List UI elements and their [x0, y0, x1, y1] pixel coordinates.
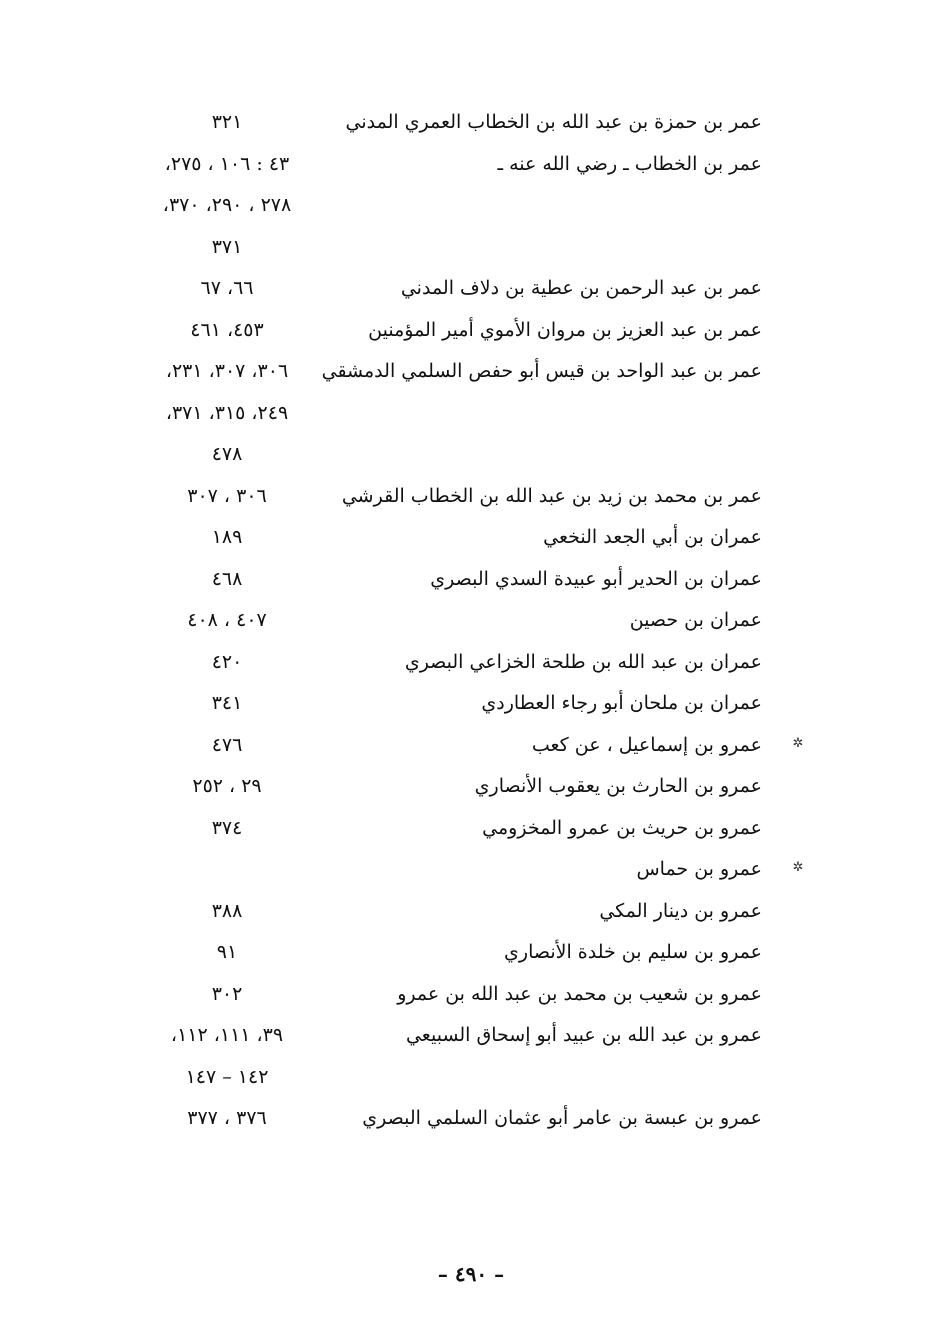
entry-name: عمرو بن عبد الله بن عبيد أبو إسحاق السبيعي: [405, 1024, 762, 1046]
entry-name: عمرو بن شعيب بن محمد بن عبد الله بن عمرو: [397, 982, 762, 1005]
entry-name: عمران بن الحدير أبو عبيدة السدي البصري: [430, 567, 762, 590]
index-entry: [0, 683, 942, 725]
entry-page-references: ٩١: [216, 941, 238, 963]
index-entry: [0, 642, 942, 684]
index-entry: [0, 932, 942, 974]
entry-page-references: ٢٤٩، ٣١٥، ٣٧١،: [165, 401, 289, 424]
entry-page-references: ٢٩ ، ٢٥٢: [192, 775, 262, 797]
entry-name: عمرو بن حماس: [636, 858, 762, 880]
entry-name: عمر بن عبد الواحد بن قيس أبو حفص السلمي الدمشقي: [321, 360, 762, 382]
asterisk-mark-icon: ✲: [792, 860, 804, 875]
entry-name: عمران بن ملحان أبو رجاء العطاردي: [481, 692, 762, 714]
entry-name: عمر بن عبد الرحمن بن عطية بن دلاف المدني: [400, 277, 762, 299]
entry-page-references: ٣٨٨: [211, 899, 243, 922]
index-entry: [0, 1098, 942, 1140]
index-entry: [0, 849, 942, 891]
entry-page-references: ١٨٩: [211, 526, 243, 548]
entry-name: عمرو بن سليم بن خلدة الأنصاري: [504, 941, 762, 963]
entry-page-references: ١٤٢ – ١٤٧: [185, 1065, 269, 1088]
index-entry: [0, 808, 942, 850]
index-entry: [0, 891, 942, 933]
index-entry: [0, 766, 942, 808]
entry-page-references: ٤٦٨: [211, 567, 243, 590]
entry-name: عمر بن الخطاب ـ رضي الله عنه ـ: [497, 152, 762, 175]
index-entry: [0, 559, 942, 601]
index-entry: [0, 476, 942, 518]
asterisk-mark-icon: ✲: [792, 735, 804, 751]
entry-page-references: ٤٥٣، ٤٦١: [190, 318, 264, 341]
entry-page-references: ٣٧١: [211, 235, 243, 258]
index-entry: [0, 268, 942, 310]
entry-name: عمرو بن حريث بن عمرو المخزومي: [482, 816, 762, 839]
entry-name: عمران بن عبد الله بن طلحة الخزاعي البصري: [404, 650, 762, 673]
index-entry: [0, 310, 942, 352]
entry-page-references: ٣٧٤: [211, 816, 243, 839]
index-entry: [0, 725, 942, 767]
entry-page-references: ٣٤١: [211, 692, 243, 714]
entry-page-references: ٤٢٠: [211, 650, 243, 673]
entry-page-references: ٢٧٨ ، ٢٩٠، ٣٧٠،: [162, 194, 292, 216]
index-entry: [0, 1057, 942, 1099]
entry-page-references: ٣٠٦ ، ٣٠٧: [187, 484, 267, 507]
entry-page-references: ٣٢١: [211, 111, 243, 133]
index-entry: [0, 1015, 942, 1057]
index-entry: [0, 351, 942, 393]
index-entry: [0, 600, 942, 642]
entry-page-references: ٤٣ : ١٠٦ ، ٢٧٥،: [164, 152, 290, 175]
entry-name: عمران بن أبي الجعد النخعي: [543, 526, 762, 548]
page-number: – ٤٩٠ –: [437, 1262, 505, 1286]
entry-name: عمر بن حمزة بن عبد الله بن الخطاب العمري المدني: [345, 111, 762, 133]
entry-name: عمر بن محمد بن زيد بن عبد الله بن الخطاب القرشي: [341, 484, 762, 507]
index-entry: [0, 102, 942, 144]
entry-name: عمرو بن إسماعيل ، عن كعب: [531, 733, 762, 756]
index-entry: [0, 144, 942, 186]
entry-name: عمرو بن الحارث بن يعقوب الأنصاري: [474, 775, 762, 797]
index-entry: [0, 434, 942, 476]
index-entry: [0, 517, 942, 559]
index-entries: [0, 102, 942, 1140]
entry-page-references: ٦٦، ٦٧: [200, 277, 254, 299]
entry-name: عمرو بن دينار المكي: [599, 899, 762, 922]
entry-name: عمران بن حصين: [629, 609, 762, 631]
entry-page-references: ٣٩، ١١١، ١١٢،: [170, 1024, 284, 1046]
entry-page-references: ٤٠٧ ، ٤٠٨: [187, 609, 267, 631]
index-entry: [0, 185, 942, 227]
entry-name: عمرو بن عبسة بن عامر أبو عثمان السلمي البصري: [362, 1107, 762, 1129]
entry-page-references: ٤٧٨: [211, 443, 243, 465]
entry-name: عمر بن عبد العزيز بن مروان الأموي أمير المؤمنين: [368, 318, 762, 341]
index-entry: [0, 974, 942, 1016]
entry-page-references: ٤٧٦: [211, 733, 243, 756]
entry-page-references: ٣٧٦ ، ٣٧٧: [187, 1107, 267, 1129]
index-entry: [0, 227, 942, 269]
index-entry: [0, 393, 942, 435]
entry-page-references: ٣٠٦، ٣٠٧، ٢٣١،: [165, 360, 289, 382]
entry-page-references: ٣٠٢: [211, 982, 243, 1005]
